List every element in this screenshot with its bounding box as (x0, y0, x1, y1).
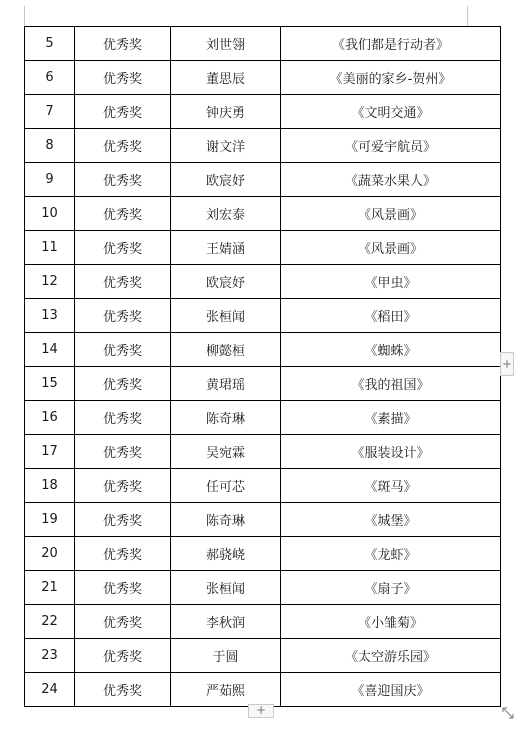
award-level-cell[interactable]: 优秀奖 (75, 571, 171, 605)
work-title-cell[interactable]: 《我的祖国》 (281, 367, 501, 401)
work-title-cell[interactable]: 《扇子》 (281, 571, 501, 605)
student-name-cell[interactable]: 郝骁峣 (171, 537, 281, 571)
student-name-cell[interactable]: 欧宸妤 (171, 265, 281, 299)
student-name-cell[interactable]: 于圆 (171, 639, 281, 673)
row-number-cell[interactable]: 7 (25, 95, 75, 129)
award-level-cell[interactable]: 优秀奖 (75, 129, 171, 163)
student-name-cell[interactable]: 钟庆勇 (171, 95, 281, 129)
work-title-cell[interactable]: 《美丽的家乡-贺州》 (281, 61, 501, 95)
table-row (25, 265, 501, 299)
work-title-cell[interactable]: 《城堡》 (281, 503, 501, 537)
row-number-cell[interactable]: 6 (25, 61, 75, 95)
table-row (25, 605, 501, 639)
work-title-cell[interactable]: 《我们都是行动者》 (281, 27, 501, 61)
work-title-cell[interactable]: 《蔬菜水果人》 (281, 163, 501, 197)
row-number-cell[interactable]: 11 (25, 231, 75, 265)
table-row (25, 61, 501, 95)
work-title-cell[interactable]: 《服装设计》 (281, 435, 501, 469)
student-name-cell[interactable]: 陈奇琳 (171, 401, 281, 435)
table-row (25, 639, 501, 673)
row-number-cell[interactable]: 24 (25, 673, 75, 707)
row-number-cell[interactable]: 23 (25, 639, 75, 673)
table-row (25, 537, 501, 571)
table-row (25, 435, 501, 469)
award-level-cell[interactable]: 优秀奖 (75, 367, 171, 401)
work-title-cell[interactable]: 《蜘蛛》 (281, 333, 501, 367)
award-level-cell[interactable]: 优秀奖 (75, 299, 171, 333)
resize-diagonal-icon[interactable] (501, 705, 515, 719)
table-row (25, 197, 501, 231)
student-name-cell[interactable]: 黄珺瑶 (171, 367, 281, 401)
table-row (25, 401, 501, 435)
table-row (25, 503, 501, 537)
table-row (25, 231, 501, 265)
row-number-cell[interactable]: 21 (25, 571, 75, 605)
award-table-body (25, 27, 501, 707)
award-level-cell[interactable]: 优秀奖 (75, 639, 171, 673)
student-name-cell[interactable]: 柳懿桓 (171, 333, 281, 367)
row-number-cell[interactable]: 17 (25, 435, 75, 469)
award-table[interactable] (24, 26, 501, 707)
work-title-cell[interactable]: 《喜迎国庆》 (281, 673, 501, 707)
row-number-cell[interactable]: 20 (25, 537, 75, 571)
row-number-cell[interactable]: 13 (25, 299, 75, 333)
row-number-cell[interactable]: 15 (25, 367, 75, 401)
award-level-cell[interactable]: 优秀奖 (75, 503, 171, 537)
student-name-cell[interactable]: 张桓闻 (171, 571, 281, 605)
student-name-cell[interactable]: 张桓闻 (171, 299, 281, 333)
award-level-cell[interactable]: 优秀奖 (75, 673, 171, 707)
work-title-cell[interactable]: 《文明交通》 (281, 95, 501, 129)
award-level-cell[interactable]: 优秀奖 (75, 27, 171, 61)
student-name-cell[interactable]: 刘世翎 (171, 27, 281, 61)
student-name-cell[interactable]: 董思辰 (171, 61, 281, 95)
work-title-cell[interactable]: 《龙虾》 (281, 537, 501, 571)
row-number-cell[interactable]: 16 (25, 401, 75, 435)
student-name-cell[interactable]: 严茹熙 (171, 673, 281, 707)
row-number-cell[interactable]: 10 (25, 197, 75, 231)
table-row (25, 571, 501, 605)
award-level-cell[interactable]: 优秀奖 (75, 401, 171, 435)
table-row (25, 469, 501, 503)
award-level-cell[interactable]: 优秀奖 (75, 265, 171, 299)
add-column-button[interactable]: + (500, 352, 514, 376)
award-level-cell[interactable]: 优秀奖 (75, 95, 171, 129)
crop-mark-right (467, 6, 468, 26)
work-title-cell[interactable]: 《风景画》 (281, 197, 501, 231)
table-row (25, 673, 501, 707)
work-title-cell[interactable]: 《太空游乐园》 (281, 639, 501, 673)
student-name-cell[interactable]: 吴宛霖 (171, 435, 281, 469)
row-number-cell[interactable]: 18 (25, 469, 75, 503)
work-title-cell[interactable]: 《素描》 (281, 401, 501, 435)
award-level-cell[interactable]: 优秀奖 (75, 61, 171, 95)
row-number-cell[interactable]: 19 (25, 503, 75, 537)
work-title-cell[interactable]: 《小雏菊》 (281, 605, 501, 639)
student-name-cell[interactable]: 任可芯 (171, 469, 281, 503)
table-row (25, 129, 501, 163)
student-name-cell[interactable]: 陈奇琳 (171, 503, 281, 537)
student-name-cell[interactable]: 谢文洋 (171, 129, 281, 163)
table-row (25, 299, 501, 333)
award-level-cell[interactable]: 优秀奖 (75, 163, 171, 197)
award-level-cell[interactable]: 优秀奖 (75, 469, 171, 503)
work-title-cell[interactable]: 《稻田》 (281, 299, 501, 333)
work-title-cell[interactable]: 《可爱宇航员》 (281, 129, 501, 163)
award-level-cell[interactable]: 优秀奖 (75, 605, 171, 639)
add-row-button[interactable]: + (248, 704, 274, 718)
award-level-cell[interactable]: 优秀奖 (75, 197, 171, 231)
work-title-cell[interactable]: 《斑马》 (281, 469, 501, 503)
award-level-cell[interactable]: 优秀奖 (75, 537, 171, 571)
table-row (25, 367, 501, 401)
student-name-cell[interactable]: 欧宸妤 (171, 163, 281, 197)
student-name-cell[interactable]: 刘宏泰 (171, 197, 281, 231)
work-title-cell[interactable]: 《风景画》 (281, 231, 501, 265)
student-name-cell[interactable]: 李秋润 (171, 605, 281, 639)
table-row (25, 333, 501, 367)
row-number-cell[interactable]: 5 (25, 27, 75, 61)
row-number-cell[interactable]: 12 (25, 265, 75, 299)
work-title-cell[interactable]: 《甲虫》 (281, 265, 501, 299)
crop-mark-left (24, 6, 25, 26)
row-number-cell[interactable]: 8 (25, 129, 75, 163)
award-level-cell[interactable]: 优秀奖 (75, 435, 171, 469)
award-level-cell[interactable]: 优秀奖 (75, 333, 171, 367)
student-name-cell[interactable]: 王婧涵 (171, 231, 281, 265)
table-row (25, 163, 501, 197)
row-number-cell[interactable]: 14 (25, 333, 75, 367)
table-row (25, 27, 501, 61)
row-number-cell[interactable]: 9 (25, 163, 75, 197)
table-row (25, 95, 501, 129)
row-number-cell[interactable]: 22 (25, 605, 75, 639)
award-level-cell[interactable]: 优秀奖 (75, 231, 171, 265)
